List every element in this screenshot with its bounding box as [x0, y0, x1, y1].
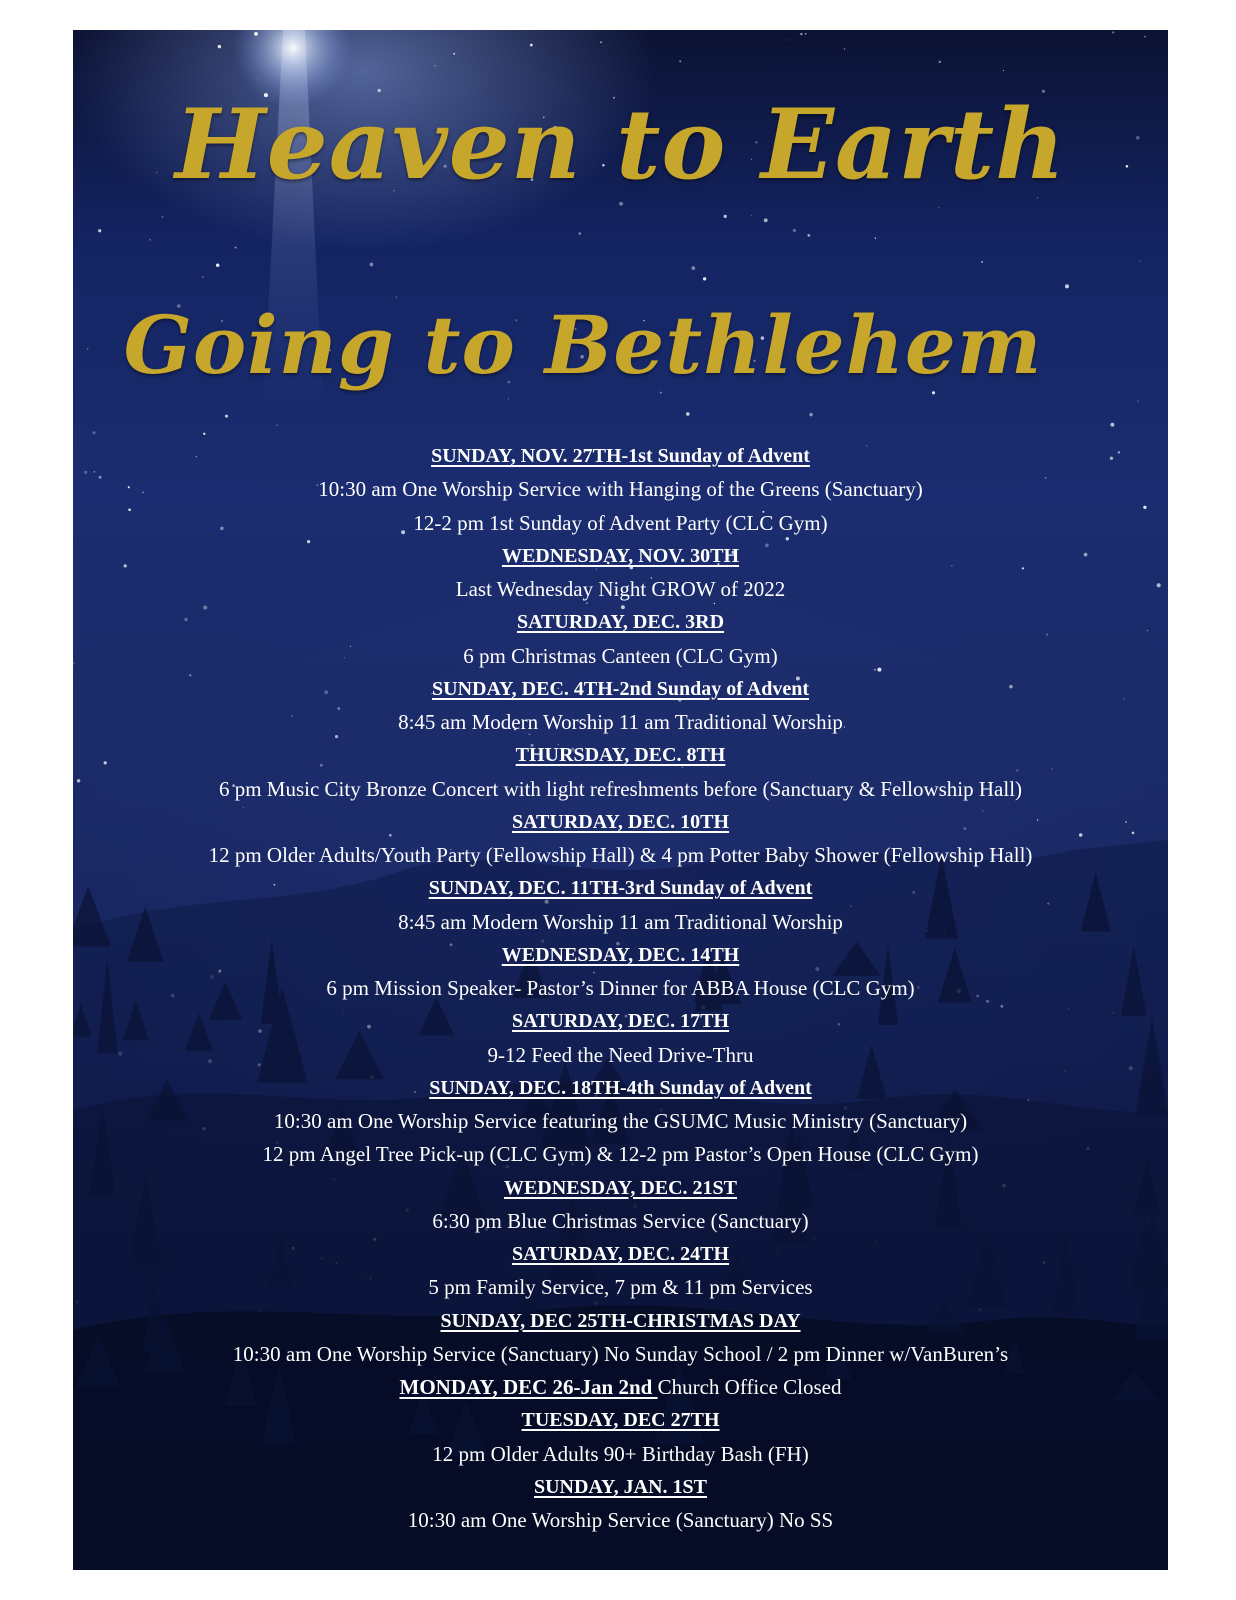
- event-schedule: [73, 440, 1168, 1537]
- schedule-event-line: 10:30 am One Worship Service (Sanctuary) No Sunday School / 2 pm Dinner w/VanBuren’s: [232, 1341, 1009, 1366]
- schedule-date-heading: SUNDAY, DEC. 18TH-4th Sunday of Advent: [429, 1076, 812, 1099]
- schedule-date-heading: SUNDAY, NOV. 27TH-1st Sunday of Advent: [431, 445, 810, 467]
- schedule-date-heading: WEDNESDAY, DEC. 21ST: [503, 1176, 738, 1199]
- schedule-event-line: 10:30 am One Worship Service (Sanctuary) No SS: [407, 1508, 834, 1532]
- schedule-event-line: 12 pm Older Adults/Youth Party (Fellowship Hall) & 4 pm Potter Baby Shower (Fellowship Hall): [208, 843, 1033, 867]
- schedule-event-line: 12 pm Angel Tree Pick-up (CLC Gym) & 12-2 pm Pastor’s Open House (CLC Gym): [262, 1142, 979, 1167]
- schedule-event-line: 10:30 am One Worship Service featuring the GSUMC Music Ministry (Sanctuary): [273, 1109, 968, 1133]
- schedule-date-heading: SUNDAY, DEC 25TH-CHRISTMAS DAY: [440, 1309, 801, 1332]
- schedule-date-heading: SATURDAY, DEC. 17TH: [511, 1010, 730, 1033]
- schedule-date-heading: THURSDAY, DEC. 8TH: [515, 744, 726, 767]
- schedule-date-heading: TUESDAY, DEC 27TH: [521, 1409, 720, 1432]
- subtitle-going-to-bethlehem: Going to Bethlehem: [123, 298, 1043, 392]
- schedule-event-line: 5 pm Family Service, 7 pm & 11 pm Services: [428, 1275, 813, 1300]
- schedule-event-line: 8:45 am Modern Worship 11 am Traditional Worship: [398, 710, 843, 734]
- schedule-event-line: 12-2 pm 1st Sunday of Advent Party (CLC Gym): [413, 510, 828, 535]
- schedule-event-line: 6 pm Music City Bronze Concert with light refreshments before (Sanctuary & Fellowship Hall): [218, 776, 1023, 801]
- poster: [73, 30, 1168, 1570]
- schedule-date-heading: SATURDAY, DEC. 3RD: [516, 611, 725, 634]
- schedule-date-heading: SUNDAY, JAN. 1ST: [533, 1475, 708, 1498]
- title-heaven-to-earth: Heaven to Earth: [175, 88, 1066, 201]
- schedule-date-heading: SUNDAY, DEC. 4TH-2nd Sunday of Advent: [432, 677, 809, 700]
- schedule-date-heading: SUNDAY, DEC. 11TH-3rd Sunday of Advent: [428, 877, 813, 900]
- schedule-event-line: 6 pm Christmas Canteen (CLC Gym): [463, 643, 778, 668]
- schedule-event-line: 12 pm Older Adults 90+ Birthday Bash (FH): [432, 1441, 809, 1466]
- schedule-event-text: Church Office Closed: [657, 1375, 842, 1399]
- schedule-event-line: 10:30 am One Worship Service with Hanging of the Greens (Sanctuary): [318, 477, 923, 502]
- schedule-date-heading: MONDAY, DEC 26-Jan 2nd: [399, 1375, 658, 1399]
- schedule-event-line: 6 pm Mission Speaker- Pastor’s Dinner for ABBA House (CLC Gym): [326, 976, 915, 1000]
- schedule-event-line: 9-12 Feed the Need Drive-Thru: [487, 1042, 754, 1067]
- schedule-event-line: Last Wednesday Night GROW of 2022: [455, 577, 786, 601]
- schedule-event-line: 6:30 pm Blue Christmas Service (Sanctuary): [432, 1208, 809, 1233]
- schedule-date-heading: WEDNESDAY, DEC. 14TH: [501, 943, 740, 966]
- schedule-event-line: 8:45 am Modern Worship 11 am Traditional Worship: [398, 909, 843, 934]
- schedule-date-heading: WEDNESDAY, NOV. 30TH: [501, 544, 740, 567]
- schedule-event-line: [73, 1371, 1168, 1404]
- schedule-date-heading: SATURDAY, DEC. 10TH: [511, 810, 730, 833]
- schedule-date-heading: SATURDAY, DEC. 24TH: [511, 1243, 730, 1265]
